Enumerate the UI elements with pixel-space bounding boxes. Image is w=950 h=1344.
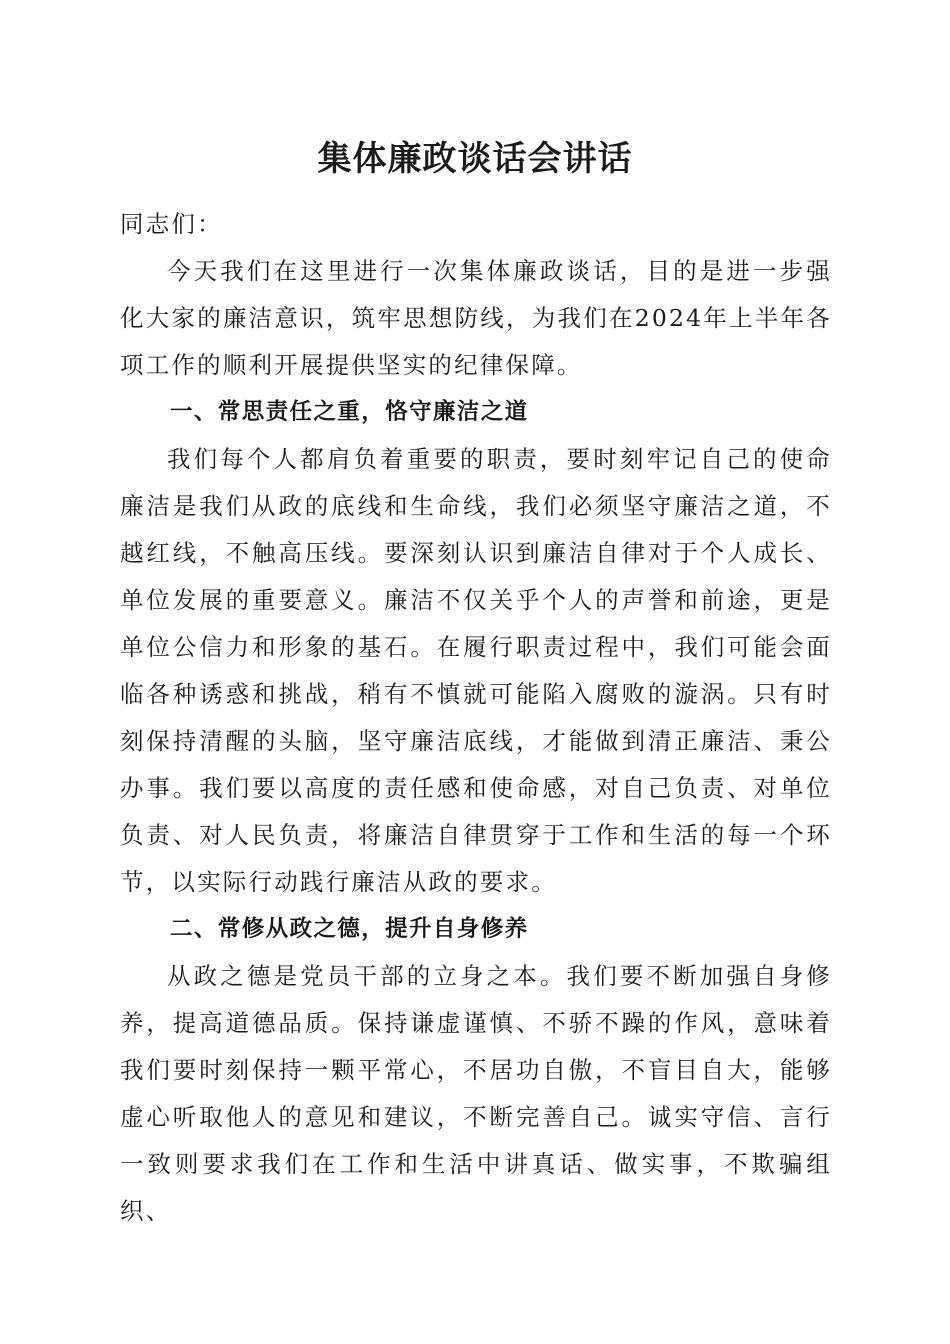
section-body-1: 我们每个人都肩负着重要的职责，要时刻牢记自己的使命廉洁是我们从政的底线和生命线，我们必须坚守廉洁之道，不越红线，不触高压线。要深刻认识到廉洁自律对于个人成长、单位发展的重要意义。廉洁不仅关乎个人的声誉和前途，更是单位公信力和形象的基石。在履行职责过程中，我们可能会面临各种诱惑和挑战，稍有不慎就可能陷入腐败的漩涡。只有时刻保持清醒的头脑，坚守廉洁底线，才能做到清正廉洁、秉公办事。我们要以高度的责任感和使命感，对自己负责、对单位负责、对人民负责，将廉洁自律贯穿于工作和生活的每一个环节，以实际行动践行廉洁从政的要求。 [120, 445, 832, 896]
intro-paragraph: 今天我们在这里进行一次集体廉政谈话，目的是进一步强化大家的廉洁意识，筑牢思想防线，为我们在2024年上半年各项工作的顺利开展提供坚实的纪律保障。 [120, 257, 832, 379]
section-heading-2: 二、常修从政之德，提升自身修养 [170, 916, 529, 942]
section-body-2: 从政之德是党员干部的立身之本。我们要不断加强自身修养，提高道德品质。保持谦虚谨慎、不骄不躁的作风，意味着我们要时刻保持一颗平常心，不居功自傲，不盲目自大，能够虚心听取他人的意见和建议，不断完善自己。诚实守信、言行一致则要求我们在工作和生活中讲真话、做实事，不欺骗组织、 [120, 962, 832, 1225]
section-heading-1: 一、常思责任之重，恪守廉洁之道 [170, 399, 529, 425]
document-body [120, 201, 832, 1235]
page-title: 集体廉政谈话会讲话 [317, 139, 633, 179]
salutation: 同志们： [120, 210, 223, 238]
